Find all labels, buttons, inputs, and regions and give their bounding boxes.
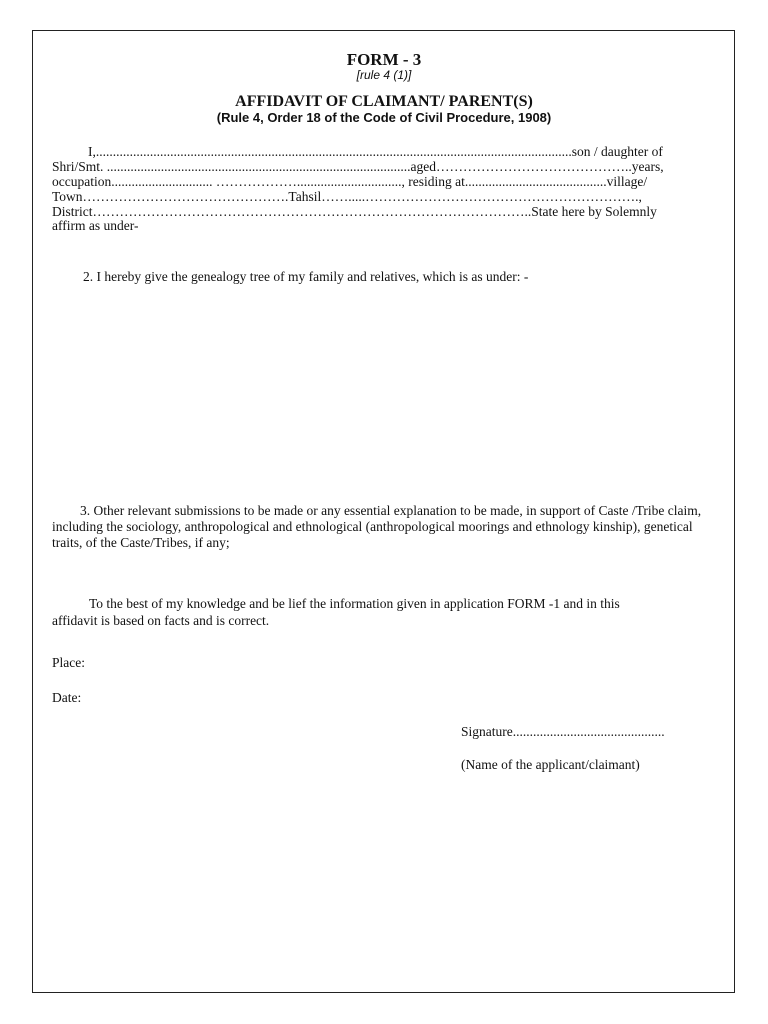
intro-line-affirm: affirm as under- [52,218,139,233]
intro-line-town: Town……………………………………….Tahsil…….....……………………………………………………., [52,189,642,204]
signature-line: Signature............................................. [461,724,665,739]
affidavit-heading: AFFIDAVIT OF CLAIMANT/ PARENT(S) [235,93,533,110]
affidavit-subheading: (Rule 4, Order 18 of the Code of Civil Procedure, 1908) [216,110,552,125]
place-label: Place: [52,655,85,670]
form-title: FORM - 3 [346,50,422,69]
declaration-line-2: affidavit is based on facts and is correct. [52,613,270,628]
applicant-name-label: (Name of the applicant/claimant) [461,757,640,772]
intro-line-occupation: occupation.............................. ………………..............................., residing at..........................................village/ [52,174,648,189]
genealogy-paragraph: 2. I hereby give the genealogy tree of my family and relatives, which is as under: - [83,269,529,284]
rule-reference: [rule 4 (1)] [356,68,412,82]
declaration-line-1: To the best of my knowledge and be lief the information given in application FORM -1 and in this [89,596,620,611]
date-label: Date: [52,690,82,705]
intro-line-parent: Shri/Smt. ..........................................................................................aged……………………………………..years, [52,159,664,174]
intro-line-name: I,.............................................................................................................................................son / daughter of [88,144,663,159]
intro-line-district: District……………………………………………………………………………………..State here by Solemnly [52,204,657,219]
submissions-paragraph: 3. Other relevant submissions to be made or any essential explanation to be made, in support of Caste /Tribe claim, including the sociology, anthropological and ethnological (anthropological moorings and ethnology kinship), genetical traits, of the Caste/Tribes, if any; [52,503,702,550]
